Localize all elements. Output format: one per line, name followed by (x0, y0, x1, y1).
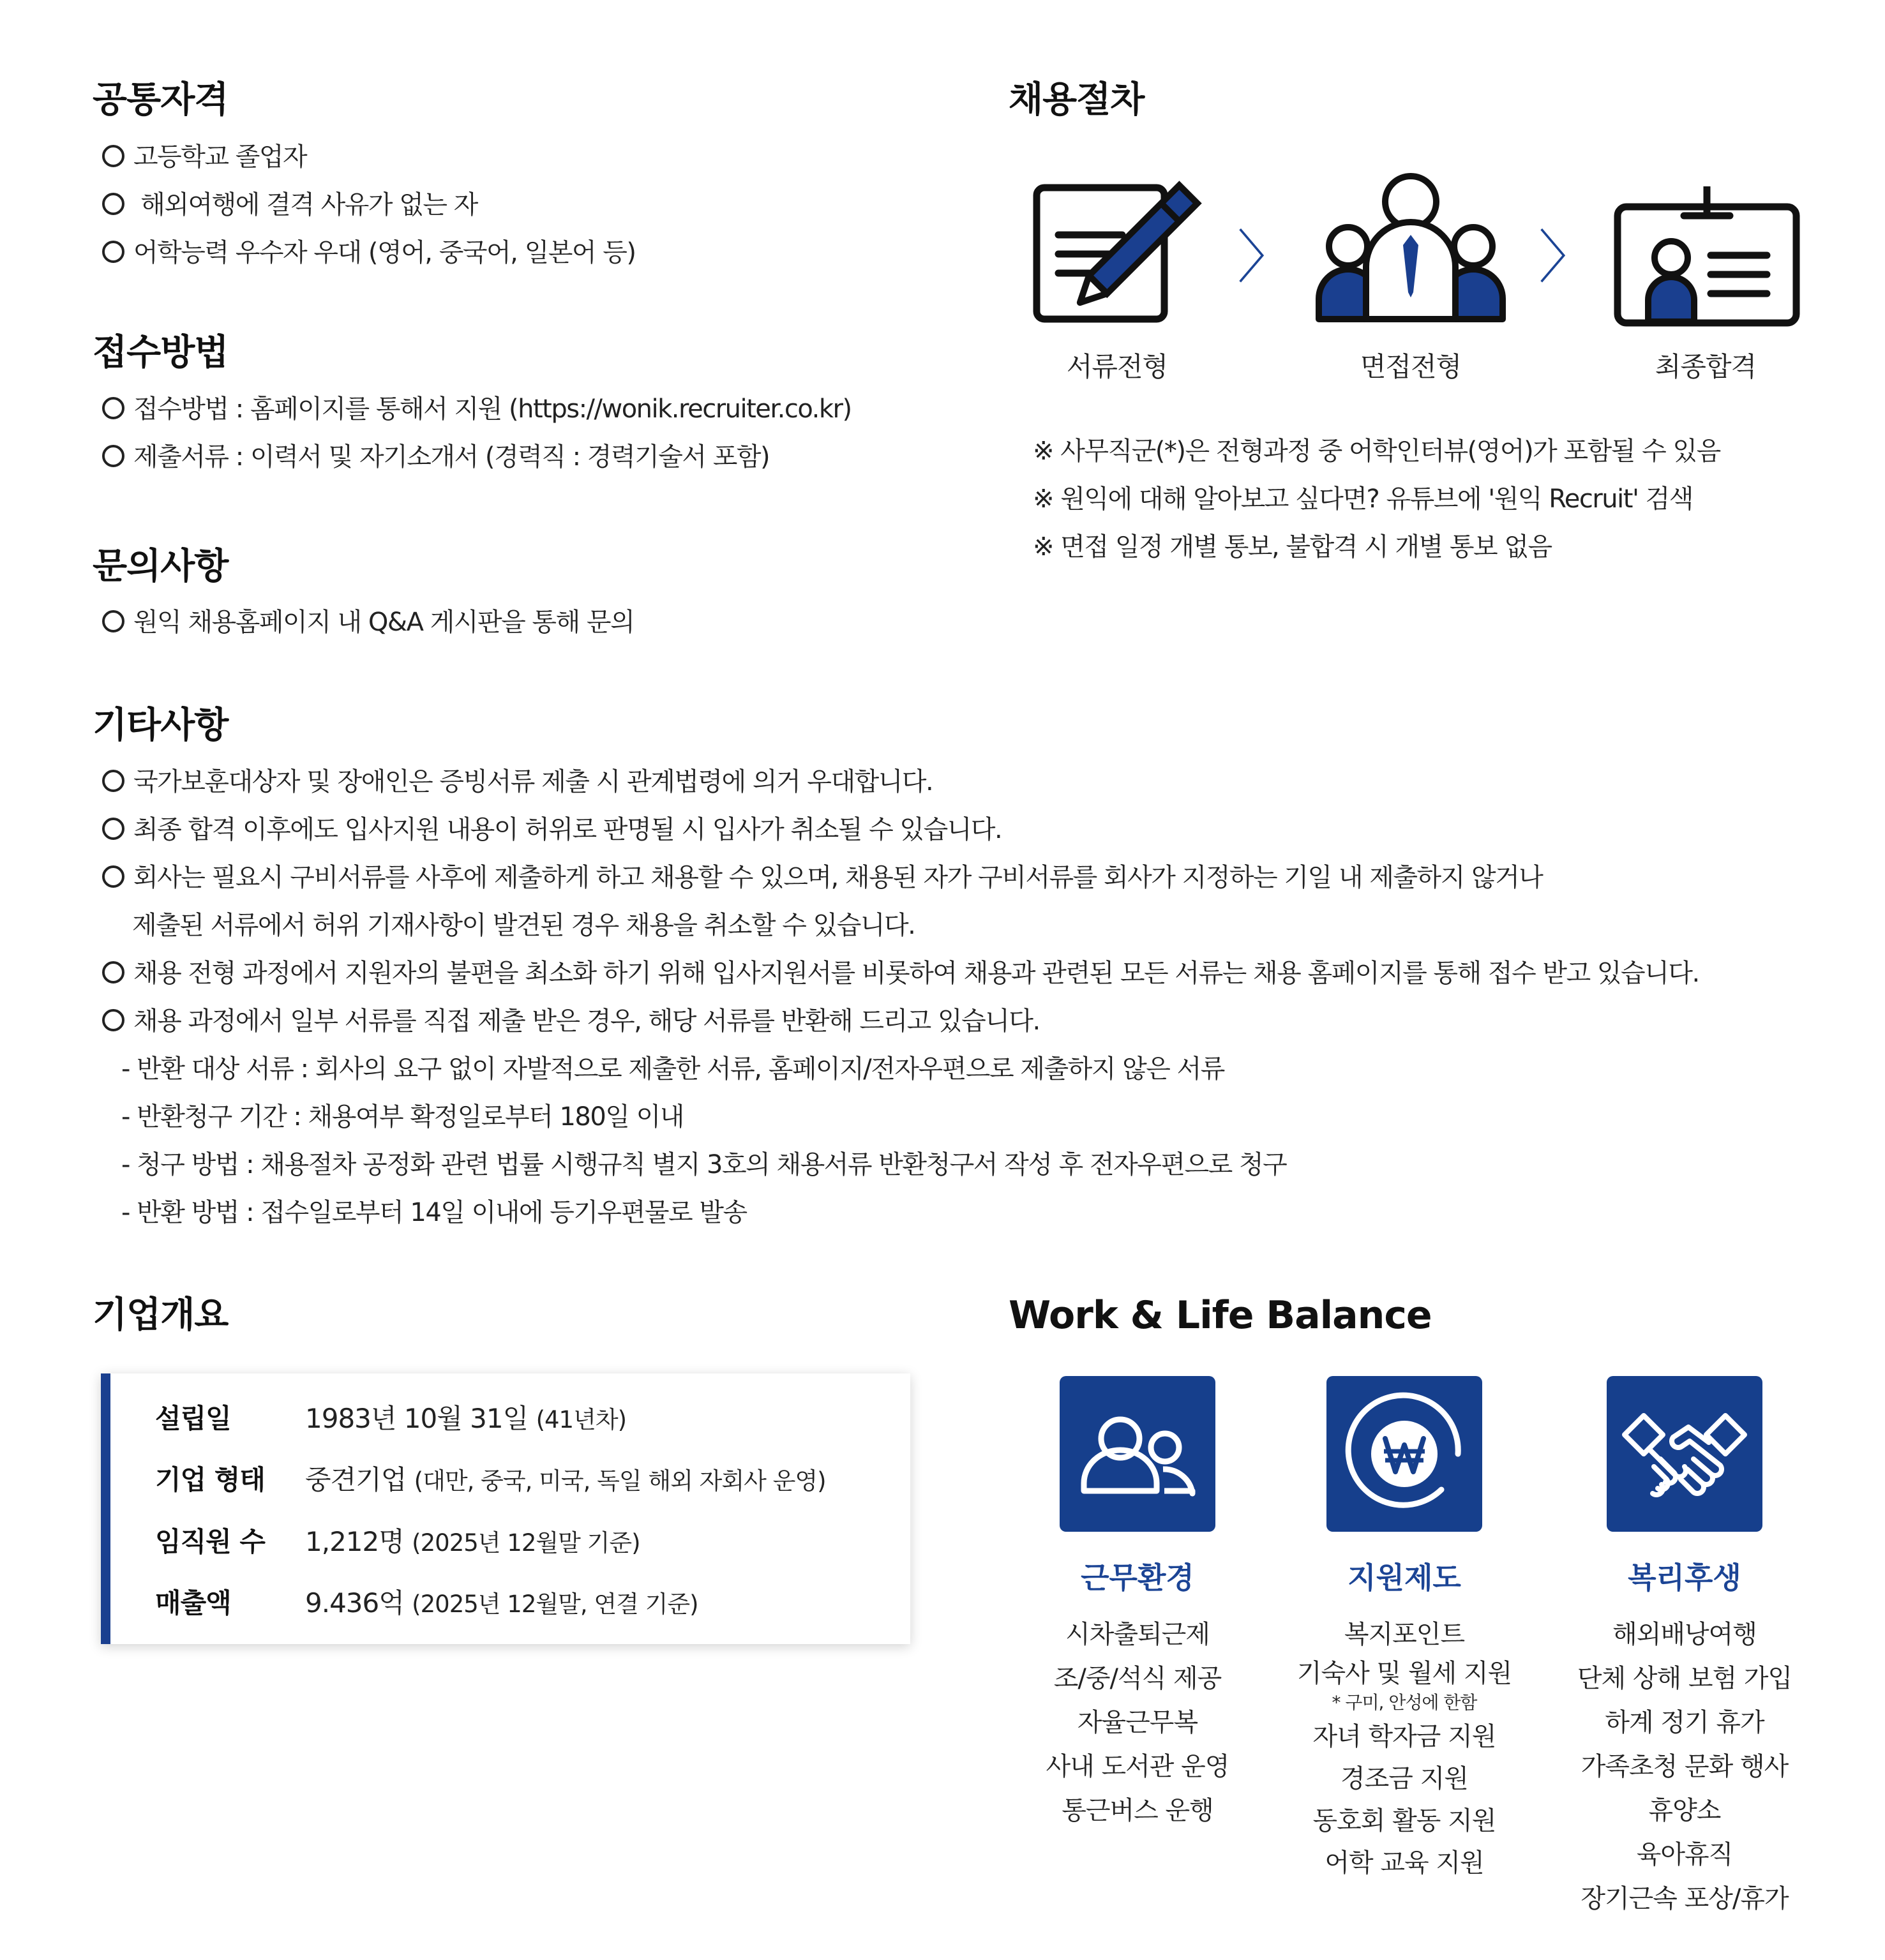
circle-bullet-icon (102, 865, 124, 888)
list-item: 기숙사 및 월세 지원 (1296, 1659, 1512, 1688)
list-item-note: * 구미, 안성에 한함 (1332, 1692, 1477, 1713)
list-item: 사내 도서관 운영 (1046, 1752, 1229, 1781)
etc-list (102, 758, 1699, 1237)
list-item: 장기근속 포상/휴가 (1581, 1884, 1789, 1913)
list-item: 어학능력 우수자 우대 (영어, 중국어, 일본어 등) (102, 229, 635, 277)
interview-people-icon (1315, 171, 1506, 323)
list-item: 국가보훈대상자 및 장애인은 증빙서류 제출 시 관계법령에 의거 우대합니다. (102, 758, 1699, 806)
list-item: - 반환청구 기간 : 채용여부 확정일로부터 180일 이내 (121, 1102, 684, 1132)
overview-row-revenue: 매출액 9.436억 (2025년 12월말, 연결 기준) (155, 1587, 698, 1619)
section-title-inquiry: 문의사항 (93, 546, 229, 587)
wlb-column-title: 근무환경 (1081, 1560, 1194, 1595)
chevron-right-icon: 〉 (1538, 224, 1596, 291)
circle-bullet-icon (102, 445, 124, 467)
list-item: 시차출퇴근제 (1065, 1620, 1210, 1649)
note-line: ※ 사무직군(*)은 전형과정 중 어학인터뷰(영어)가 포함될 수 있음 (1033, 437, 1720, 466)
list-item: 단체 상해 보험 가입 (1577, 1664, 1792, 1693)
circle-bullet-icon (102, 397, 124, 419)
id-badge-icon (1614, 186, 1800, 328)
process-notes (1033, 428, 1720, 571)
overview-row-type: 기업 형태 중견기업 (대만, 중국, 미국, 독일 해외 자회사 운영) (155, 1464, 826, 1495)
list-item: 복지포인트 (1344, 1620, 1465, 1649)
wlb-list-work-environment (991, 1613, 1284, 1833)
circle-bullet-icon (102, 193, 124, 215)
circle-bullet-icon (102, 770, 124, 792)
wlb-list-benefits (1538, 1613, 1831, 1921)
handshake-icon (1607, 1376, 1762, 1532)
section-title-process: 채용절차 (1009, 79, 1145, 121)
list-item: 최종 합격 이후에도 입사지원 내용이 허위로 판명될 시 입사가 취소될 수 있습니다. (102, 806, 1699, 854)
wlb-list-support (1258, 1613, 1551, 1884)
wlb-column-title: 지원제도 (1348, 1560, 1461, 1595)
step-label: 서류전형 (1066, 351, 1168, 382)
section-title-wlb: Work & Life Balance (1009, 1293, 1432, 1338)
list-item: 해외여행에 결격 사유가 없는 자 (102, 181, 635, 229)
list-item: 고등학교 졸업자 (102, 133, 635, 181)
circle-bullet-icon (102, 241, 124, 263)
overview-row-employees: 임직원 수 1,212명 (2025년 12월말 기준) (155, 1526, 640, 1557)
qualifications-list (102, 133, 635, 277)
list-item: 자녀 학자금 지원 (1312, 1722, 1496, 1751)
list-item: 회사는 필요시 구비서류를 사후에 제출하게 하고 채용할 수 있으며, 채용된 자가 구비서류를 회사가 지정하는 기일 내 제출하지 않거나 (102, 854, 1699, 902)
application-list (102, 385, 852, 481)
list-item: 채용 과정에서 일부 서류를 직접 제출 받은 경우, 해당 서류를 반환해 드리고 있습니다. (102, 998, 1699, 1045)
section-title-application: 접수방법 (93, 332, 229, 373)
handshake-icon-tile (1607, 1376, 1762, 1532)
list-item: 해외배낭여행 (1612, 1620, 1757, 1649)
note-line: ※ 면접 일정 개별 통보, 불합격 시 개별 통보 없음 (1033, 532, 1552, 562)
company-overview-card (101, 1373, 910, 1644)
won-coin-icon (1326, 1376, 1482, 1532)
list-item: - 반환 방법 : 접수일로부터 14일 이내에 등기우편물로 발송 (121, 1198, 747, 1227)
circle-bullet-icon (102, 610, 124, 632)
section-title-overview: 기업개요 (93, 1294, 229, 1336)
circle-bullet-icon (102, 1009, 124, 1031)
list-item: 휴양소 (1648, 1796, 1721, 1825)
list-item: 경조금 지원 (1341, 1764, 1468, 1793)
list-item: 제출된 서류에서 허위 기재사항이 발견된 경우 채용을 취소할 수 있습니다. (132, 911, 915, 940)
list-item: - 반환 대상 서류 : 회사의 요구 없이 자발적으로 제출한 서류, 홈페이지/전자우편으로 제출하지 않은 서류 (121, 1054, 1224, 1084)
overview-row-founded: 설립일 1983년 10월 31일 (41년차) (155, 1403, 626, 1434)
list-item: 채용 전형 과정에서 지원자의 불편을 최소화 하기 위해 입사지원서를 비롯하여 채용과 관련된 모든 서류는 채용 홈페이지를 통해 접수 받고 있습니다. (102, 950, 1699, 998)
list-item: - 청구 방법 : 채용절차 공정화 관련 법률 시행규칙 별지 3호의 채용서류 반환청구서 작성 후 전자우편으로 청구 (121, 1150, 1287, 1179)
list-item: 자율근무복 (1077, 1708, 1198, 1737)
list-item: 가족초청 문화 행사 (1581, 1752, 1789, 1781)
list-item: 통근버스 운행 (1062, 1796, 1213, 1825)
list-item: 원익 채용홈페이지 내 Q&A 게시판을 통해 문의 (102, 599, 634, 647)
section-title-etc: 기타사항 (93, 705, 229, 746)
circle-bullet-icon (102, 818, 124, 840)
won-coin-icon-tile (1326, 1376, 1482, 1532)
list-item: 하계 정기 휴가 (1605, 1708, 1764, 1737)
wlb-column-title: 복리후생 (1628, 1560, 1741, 1595)
people-icon (1060, 1376, 1215, 1532)
list-item: 어학 교육 지원 (1325, 1848, 1484, 1878)
section-title-qualifications: 공통자격 (93, 79, 229, 121)
circle-bullet-icon (102, 145, 124, 167)
list-item: 육아휴직 (1636, 1840, 1733, 1869)
list-item: 조/중/석식 제공 (1053, 1664, 1222, 1693)
chevron-right-icon: 〉 (1237, 224, 1295, 291)
list-item: 동호회 활동 지원 (1312, 1806, 1496, 1836)
step-label: 면접전형 (1360, 351, 1462, 382)
inquiry-list (102, 599, 634, 647)
list-item: 제출서류 : 이력서 및 자기소개서 (경력직 : 경력기술서 포함) (102, 433, 852, 481)
note-line: ※ 원익에 대해 알아보고 싶다면? 유튜브에 '원익 Recruit' 검색 (1033, 484, 1693, 514)
circle-bullet-icon (102, 961, 124, 984)
list-item: 접수방법 : 홈페이지를 통해서 지원 (https://wonik.recruiter.co.kr) (102, 385, 852, 433)
people-icon-tile (1060, 1376, 1215, 1532)
step-label: 최종합격 (1655, 351, 1757, 382)
pen-document-icon (1033, 158, 1205, 325)
